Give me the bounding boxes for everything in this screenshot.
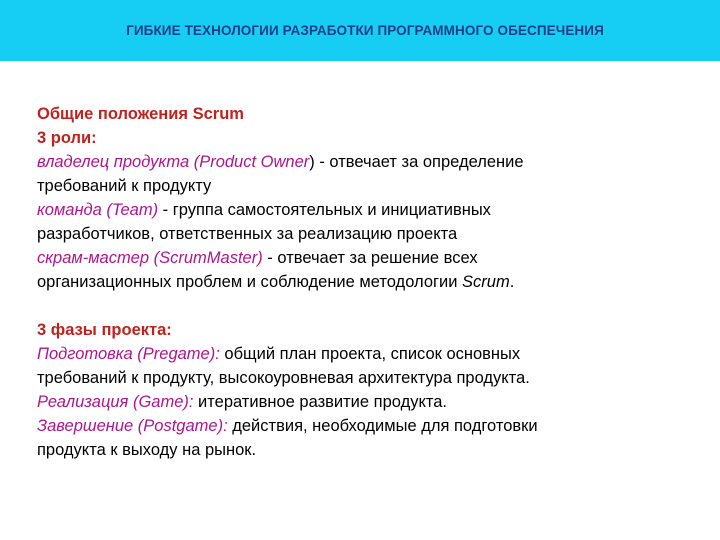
role-desc-end: . [509,273,515,291]
role-desc: - отвечает за определение [314,153,524,171]
roles-heading: 3 роли: [37,129,97,147]
slide-content [37,102,697,462]
role-scrum-master [37,246,697,270]
role-term-close: ) [309,153,315,171]
phase-pregame [37,342,697,366]
role-term: скрам-мастер (ScrumMaster) [37,249,263,267]
role-desc-continued: требований к продукту [37,177,212,195]
phase-term: Реализация (Game): [37,393,194,411]
role-desc-text: организационных проблем и соблюдение методологии [37,273,463,291]
phase-desc: общий план проекта, список основных [219,345,521,363]
phase-desc: действия, необходимые для подготовки [227,417,538,435]
role-desc-continued [37,270,697,294]
phase-postgame [37,414,697,438]
role-desc: - группа самостоятельных и инициативных [158,201,491,219]
role-desc: - отвечает за решение всех [262,249,478,267]
role-product-owner [37,150,697,174]
phases-heading: 3 фазы проекта: [37,321,172,339]
slide-header [0,0,720,61]
spacer [37,294,697,318]
role-desc-continued: разработчиков, ответственных за реализацию проекта [37,225,458,243]
phase-game [37,390,697,414]
phase-term: Подготовка (Pregame): [37,345,220,363]
role-term: команда (Team) [37,201,159,219]
scrum-emphasis: Scrum [462,273,510,291]
phase-desc-continued: продукта к выходу на рынок. [37,441,257,459]
slide-title: ГИБКИЕ ТЕХНОЛОГИИ РАЗРАБОТКИ ПРОГРАММНОГО ОБЕСПЕЧЕНИЯ [126,23,604,38]
phase-desc: итеративное развитие продукта. [193,393,447,411]
phase-term: Завершение (Postgame): [37,417,228,435]
phase-desc-continued: требований к продукту, высокоуровневая архитектура продукта. [37,369,530,387]
role-term: владелец продукта (Product Owner [37,153,310,171]
general-heading: Общие положения Scrum [37,105,244,123]
role-team [37,198,697,222]
